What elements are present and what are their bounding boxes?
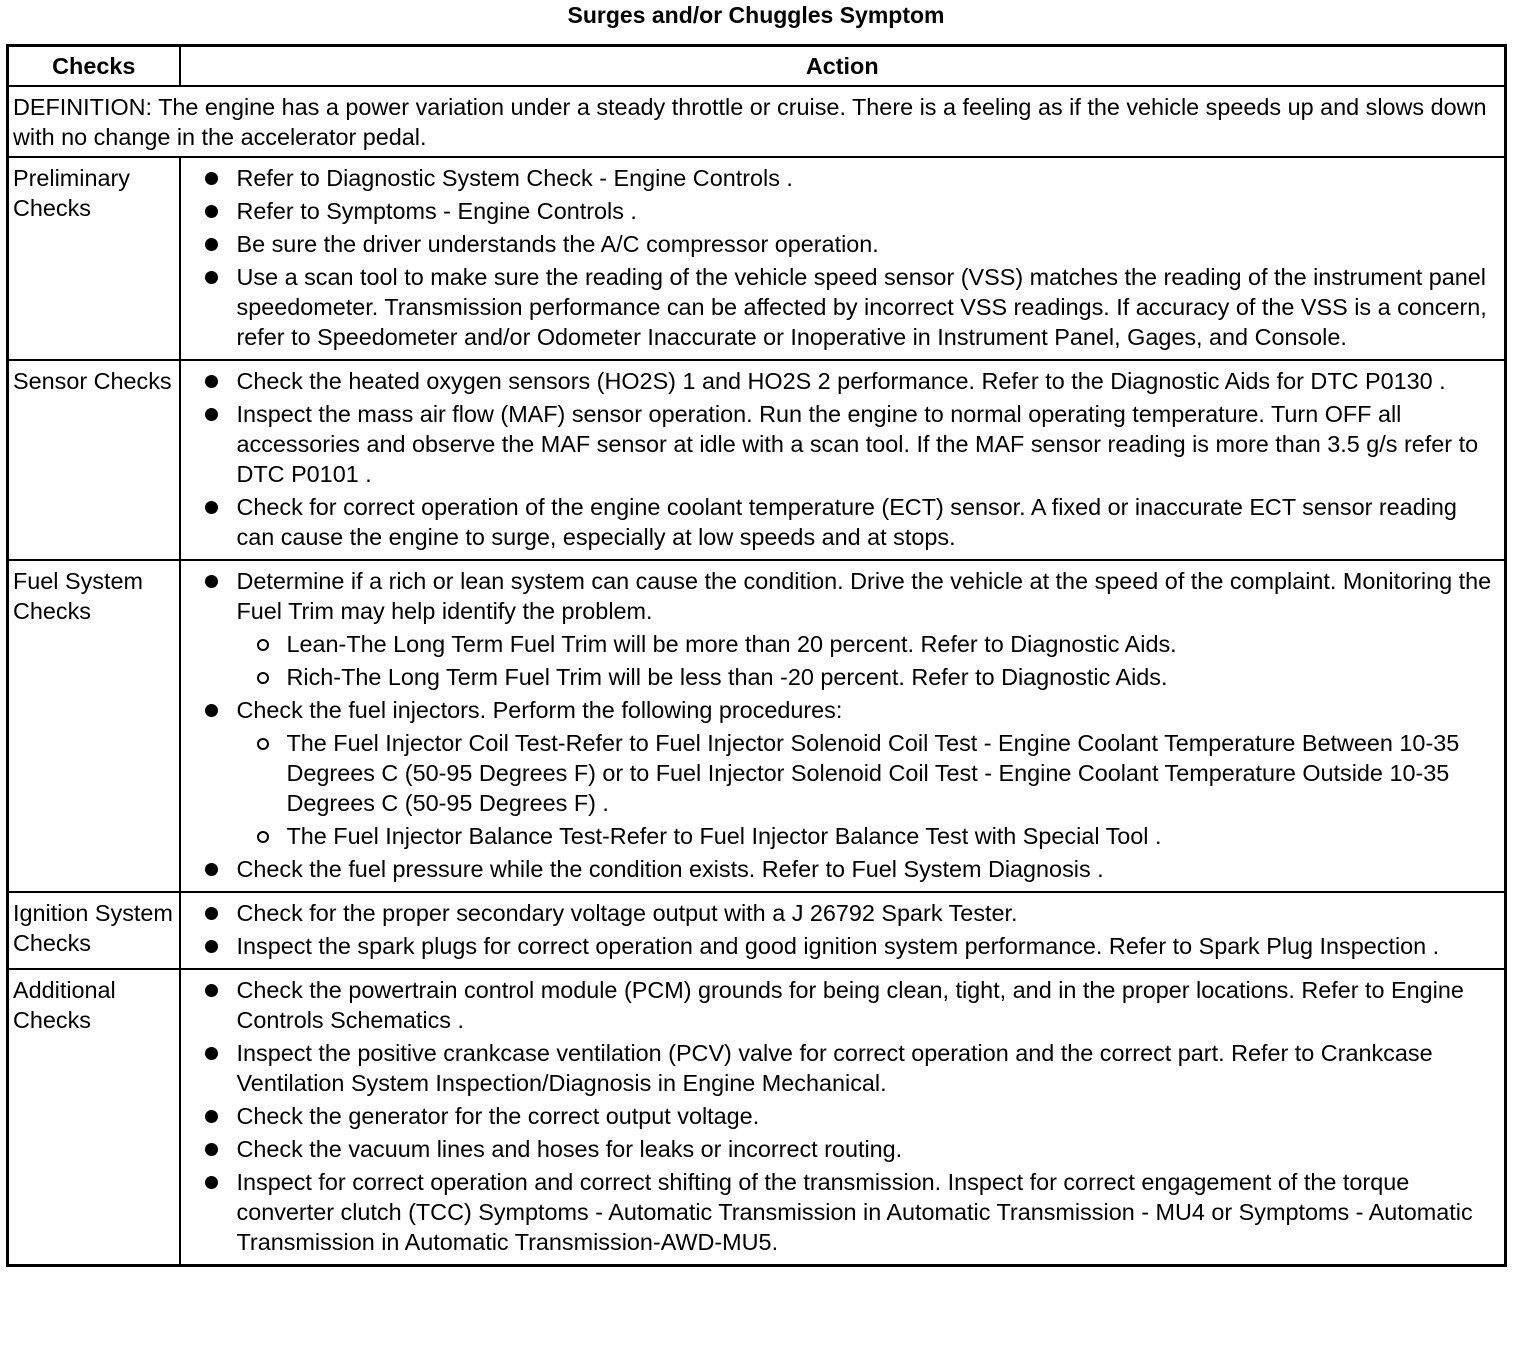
list-item: Refer to Diagnostic System Check - Engine Controls . xyxy=(181,163,1499,193)
sub-list-item: The Fuel Injector Balance Test-Refer to Fuel Injector Balance Test with Special Tool . xyxy=(237,821,1499,851)
list-item xyxy=(181,566,1499,692)
list-item: Inspect the spark plugs for correct operation and good ignition system performance. Refer to Spark Plug Inspection . xyxy=(181,931,1499,961)
fuel-system-checks-label: Fuel System Checks xyxy=(8,560,180,892)
list-item: Refer to Symptoms - Engine Controls . xyxy=(181,196,1499,226)
ignition-system-checks-label: Ignition System Checks xyxy=(8,892,180,969)
ignition-system-checks-actions xyxy=(180,892,1506,969)
sensor-checks-label: Sensor Checks xyxy=(8,360,180,560)
checks-header: Checks xyxy=(8,46,180,87)
list-item: Check the generator for the correct output voltage. xyxy=(181,1101,1499,1131)
definition-row xyxy=(8,86,1506,157)
list-item: Be sure the driver understands the A/C compressor operation. xyxy=(181,229,1499,259)
page-title: Surges and/or Chuggles Symptom xyxy=(567,2,945,28)
list-item: Check the vacuum lines and hoses for leaks or incorrect routing. xyxy=(181,1134,1499,1164)
list-item: Check the heated oxygen sensors (HO2S) 1 and HO2S 2 performance. Refer to the Diagnostic Aids for DTC P0130 . xyxy=(181,366,1499,396)
list-item: Inspect the positive crankcase ventilation (PCV) valve for correct operation and the correct part. Refer to Crankcase Ventilation System Inspection/Diagnosis in Engine Mechanical. xyxy=(181,1038,1499,1098)
list-item: Check the fuel pressure while the condition exists. Refer to Fuel System Diagnosis . xyxy=(181,854,1499,884)
table-row xyxy=(8,360,1506,560)
list-item-text: Check the fuel injectors. Perform the following procedures: xyxy=(236,697,843,723)
table-row xyxy=(8,560,1506,892)
action-header: Action xyxy=(180,46,1506,87)
list-item: Inspect the mass air flow (MAF) sensor operation. Run the engine to normal operating temperature. Turn OFF all accessories and observe the MAF sensor at idle with a scan tool. If the MAF sensor reading is more than 3.5 g/s refer to DTC P0101 . xyxy=(181,399,1499,489)
list-item: Use a scan tool to make sure the reading of the vehicle speed sensor (VSS) matches the reading of the instrument panel speedometer. Transmission performance can be affected by incorrect VSS readings. If accuracy of the VSS is a concern, refer to Speedometer and/or Odometer Inaccurate or Inoperative in Instrument Panel, Gages, and Console. xyxy=(181,262,1499,352)
preliminary-checks-actions xyxy=(180,157,1506,360)
table-row xyxy=(8,892,1506,969)
list-item: Check for the proper secondary voltage output with a J 26792 Spark Tester. xyxy=(181,898,1499,928)
sub-list-item: Rich-The Long Term Fuel Trim will be less than -20 percent. Refer to Diagnostic Aids. xyxy=(237,662,1499,692)
table-row xyxy=(8,157,1506,360)
list-item: Check for correct operation of the engine coolant temperature (ECT) sensor. A fixed or inaccurate ECT sensor reading can cause the engine to surge, especially at low speeds and at stops. xyxy=(181,492,1499,552)
list-item: Check the powertrain control module (PCM) grounds for being clean, tight, and in the proper locations. Refer to Engine Controls Schematics . xyxy=(181,975,1499,1035)
fuel-system-checks-actions xyxy=(180,560,1506,892)
sensor-checks-actions xyxy=(180,360,1506,560)
sub-list-item: The Fuel Injector Coil Test-Refer to Fuel Injector Solenoid Coil Test - Engine Coolant Temperature Between 10-35 Degrees C (50-95 Degrees F) or to Fuel Injector Solenoid Coil Test - Engine Coolant Temperature Outside 10-35 Degrees C (50-95 Degrees F) . xyxy=(237,728,1499,818)
additional-checks-label: Additional Checks xyxy=(8,969,180,1266)
symptom-table xyxy=(6,44,1507,1267)
additional-checks-actions xyxy=(180,969,1506,1266)
definition-text: DEFINITION: The engine has a power variation under a steady throttle or cruise. There is a feeling as if the vehicle speeds up and slows down with no change in the accelerator pedal. xyxy=(8,86,1506,157)
list-item: Inspect for correct operation and correct shifting of the transmission. Inspect for correct engagement of the torque converter clutch (TCC) Symptoms - Automatic Transmission in Automatic Transmission - MU4 or Symptoms - Automatic Transmission in Automatic Transmission-AWD-MU5. xyxy=(181,1167,1499,1257)
table-row xyxy=(8,969,1506,1266)
preliminary-checks-label: Preliminary Checks xyxy=(8,157,180,360)
list-item xyxy=(181,695,1499,851)
header-row xyxy=(8,46,1506,87)
sub-list-item: Lean-The Long Term Fuel Trim will be more than 20 percent. Refer to Diagnostic Aids. xyxy=(237,629,1499,659)
list-item-text: Determine if a rich or lean system can cause the condition. Drive the vehicle at the speed of the complaint. Monitoring the Fuel Trim may help identify the problem. xyxy=(236,568,1492,624)
